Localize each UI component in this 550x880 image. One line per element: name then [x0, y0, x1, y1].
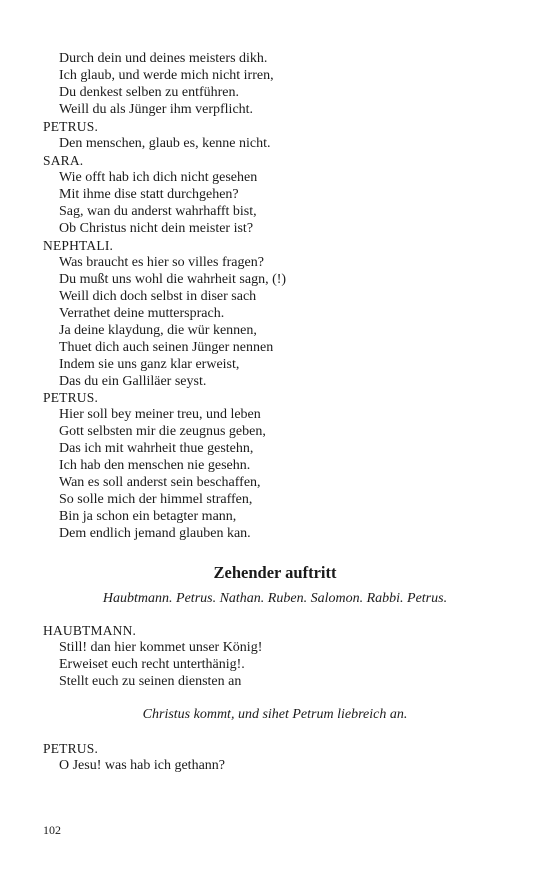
verse-line: Indem sie uns ganz klar erweist, — [59, 357, 240, 372]
verse-line: Bin ja schon ein betagter mann, — [59, 509, 237, 524]
verse-line: Gott selbsten mir die zeugnus geben, — [59, 424, 266, 439]
verse-line: Das du ein Galliläer seyst. — [59, 374, 207, 389]
verse-line: Den menschen, glaub es, kenne nicht. — [59, 136, 271, 151]
verse-line: Still! dan hier kommet unser König! — [59, 640, 263, 655]
speaker-name: HAUBTMANN. — [43, 623, 137, 638]
verse-line: Du denkest selben zu entführen. — [59, 85, 239, 100]
scene-heading: Zehender auftritt — [213, 563, 337, 582]
page-number: 102 — [43, 823, 61, 837]
speaker-name: SARA. — [43, 153, 84, 168]
verse-line: Weill du als Jünger ihm verpflicht. — [59, 102, 254, 117]
verse-line: Mit ihme dise statt durchgehen? — [59, 187, 239, 202]
verse-line: So solle mich der himmel straffen, — [59, 492, 253, 507]
stage-direction: Christus kommt, und sihet Petrum liebreich an. — [142, 707, 408, 722]
verse-line: Ja deine klaydung, die wür kennen, — [59, 323, 257, 338]
verse-line: Verrathet deine muttersprach. — [59, 306, 225, 321]
verse-line: Das ich mit wahrheit thue gestehn, — [59, 441, 254, 456]
verse-line: Stellt euch zu seinen diensten an — [59, 674, 242, 689]
speaker-name: PETRUS. — [43, 119, 99, 134]
speaker-name: NEPHTALI. — [43, 238, 114, 253]
verse-line: Ich hab den menschen nie gesehn. — [59, 458, 251, 473]
verse-line: O Jesu! was hab ich gethann? — [59, 758, 226, 773]
verse-line: Dem endlich jemand glauben kan. — [59, 526, 251, 541]
speaker-name: PETRUS. — [43, 741, 99, 756]
verse-line: Weill dich doch selbst in diser sach — [59, 289, 257, 304]
verse-line: Ich glaub, und werde mich nicht irren, — [59, 68, 274, 83]
verse-line: Erweiset euch recht unterthänig!. — [59, 657, 245, 672]
verse-line: Thuet dich auch seinen Jünger nennen — [59, 340, 274, 355]
scene-cast-list: Haubtmann. Petrus. Nathan. Ruben. Salomon. Rabbi. Petrus. — [102, 591, 448, 606]
verse-line: Du mußt uns wohl die wahrheit sagn, (!) — [59, 272, 287, 287]
verse-line: Ob Christus nicht dein meister ist? — [59, 221, 254, 236]
verse-line: Durch dein und deines meisters dikh. — [59, 51, 268, 66]
verse-line: Wan es soll anderst sein beschaffen, — [59, 475, 261, 490]
verse-line: Sag, wan du anderst wahrhafft bist, — [59, 204, 257, 219]
speaker-name: PETRUS. — [43, 390, 99, 405]
verse-line: Was braucht es hier so villes fragen? — [59, 255, 264, 270]
verse-line: Wie offt hab ich dich nicht gesehen — [59, 170, 258, 185]
verse-line: Hier soll bey meiner treu, und leben — [59, 407, 261, 422]
